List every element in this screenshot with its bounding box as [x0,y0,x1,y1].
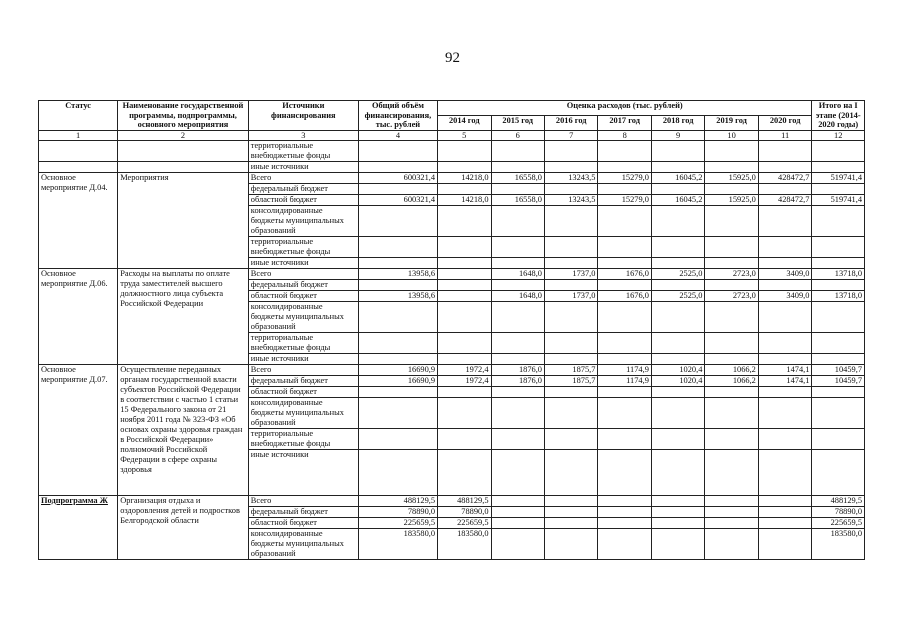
column-index: 1 [39,130,118,140]
value-cell: 1066,2 [705,375,758,386]
value-cell [812,183,865,194]
value-cell: 10459,7 [812,364,865,375]
value-cell [758,449,812,495]
value-cell [758,386,812,397]
source-label: федеральный бюджет [248,506,358,517]
value-cell [598,205,651,236]
value-cell [598,236,651,257]
value-cell [544,397,597,428]
carryover-row [39,140,865,161]
value-cell [358,205,437,236]
value-cell [491,332,544,353]
value-cell: 1876,0 [491,375,544,386]
value-cell [598,386,651,397]
value-cell: 1174,9 [598,364,651,375]
header-year: 2015 год [491,115,544,130]
value-cell [705,183,758,194]
value-cell [438,301,491,332]
column-index: 9 [651,130,704,140]
value-cell: 225659,5 [812,517,865,528]
value-cell: 183580,0 [812,528,865,559]
value-cell [544,449,597,495]
value-cell: 15279,0 [598,194,651,205]
table-row [39,495,865,506]
value-cell: 1474,1 [758,364,812,375]
value-cell [491,279,544,290]
value-cell: 13243,5 [544,194,597,205]
header-stage-total: Итого на I этапе (2014-2020 годы) [812,101,865,131]
table-row [39,172,865,183]
source-label: Всего [248,172,358,183]
value-cell [758,428,812,449]
column-index: 3 [248,130,358,140]
value-cell: 3409,0 [758,268,812,279]
value-cell [438,428,491,449]
header-estimate: Оценка расходов (тыс. рублей) [438,101,812,116]
source-label: областной бюджет [248,290,358,301]
value-cell [758,495,812,506]
value-cell [651,257,704,268]
source-label: федеральный бюджет [248,279,358,290]
value-cell [438,332,491,353]
value-cell [358,301,437,332]
value-cell [758,301,812,332]
value-cell [812,449,865,495]
value-cell [358,386,437,397]
value-cell: 1020,4 [651,375,704,386]
value-cell: 16690,9 [358,375,437,386]
source-label: консолидированные бюджеты муниципальных образований [248,397,358,428]
value-cell: 13243,5 [544,172,597,183]
value-cell [544,183,597,194]
header-name: Наименование государственной программы, подпрограммы, основного мероприятия [118,101,249,131]
value-cell: 3409,0 [758,290,812,301]
value-cell [598,257,651,268]
value-cell [598,528,651,559]
value-cell: 225659,5 [358,517,437,528]
value-cell [491,183,544,194]
source-label: иные источники [248,257,358,268]
table-row [39,364,865,375]
value-cell [598,332,651,353]
value-cell: 15279,0 [598,172,651,183]
block-name: Расходы на выплаты по оплате труда заместителей высшего должностного лица субъекта Российской Федерации [118,268,249,364]
value-cell [598,428,651,449]
column-index: 5 [438,130,491,140]
value-cell [705,386,758,397]
value-cell: 225659,5 [438,517,491,528]
value-cell [491,528,544,559]
value-cell [544,332,597,353]
value-cell [438,236,491,257]
value-cell [544,257,597,268]
column-index: 10 [705,130,758,140]
value-cell: 16558,0 [491,172,544,183]
value-cell [705,449,758,495]
value-cell [651,495,704,506]
value-cell: 1648,0 [491,268,544,279]
value-cell [438,353,491,364]
source-label: иные источники [248,353,358,364]
value-cell: 14218,0 [438,172,491,183]
source-label: Всего [248,495,358,506]
header-year: 2017 год [598,115,651,130]
header-year: 2020 год [758,115,812,130]
value-cell [358,449,437,495]
value-cell: 13958,6 [358,268,437,279]
value-cell: 14218,0 [438,194,491,205]
value-cell [758,517,812,528]
value-cell [438,268,491,279]
value-cell: 519741,4 [812,172,865,183]
value-cell: 16045,2 [651,194,704,205]
value-cell: 1676,0 [598,290,651,301]
value-cell [491,506,544,517]
value-cell [544,528,597,559]
source-label: консолидированные бюджеты муниципальных образований [248,205,358,236]
value-cell: 13958,6 [358,290,437,301]
value-cell [598,449,651,495]
value-cell: 1020,4 [651,364,704,375]
block-status: Основное мероприятие Д.07. [39,364,118,495]
source-label: областной бюджет [248,517,358,528]
value-cell [491,301,544,332]
value-cell [651,506,704,517]
value-cell [598,353,651,364]
value-cell [812,205,865,236]
source-label: Всего [248,268,358,279]
value-cell [438,183,491,194]
value-cell: 16558,0 [491,194,544,205]
value-cell [491,353,544,364]
value-cell: 1972,4 [438,364,491,375]
column-index-row [39,130,865,140]
value-cell [758,257,812,268]
value-cell: 13718,0 [812,290,865,301]
block-name: Мероприятия [118,172,249,268]
value-cell [705,506,758,517]
value-cell: 15925,0 [705,194,758,205]
value-cell [705,495,758,506]
value-cell [598,495,651,506]
source-label: территориальные внебюджетные фонды [248,236,358,257]
value-cell [812,386,865,397]
value-cell [705,517,758,528]
value-cell: 488129,5 [812,495,865,506]
value-cell: 1876,0 [491,364,544,375]
value-cell [598,183,651,194]
value-cell [438,386,491,397]
value-cell [705,236,758,257]
value-cell [812,257,865,268]
source-label: консолидированные бюджеты муниципальных образований [248,528,358,559]
header-total-volume: Общий объём финансирования, тыс. рублей [358,101,437,131]
block-status: Основное мероприятие Д.04. [39,172,118,268]
value-cell [491,236,544,257]
value-cell: 488129,5 [358,495,437,506]
value-cell [438,205,491,236]
value-cell: 600321,4 [358,194,437,205]
value-cell [705,257,758,268]
value-cell: 13718,0 [812,268,865,279]
value-cell [651,205,704,236]
value-cell [651,332,704,353]
column-index: 7 [544,130,597,140]
value-cell [651,301,704,332]
value-cell [651,397,704,428]
value-cell [812,428,865,449]
value-cell [812,236,865,257]
column-index: 2 [118,130,249,140]
value-cell: 1174,9 [598,375,651,386]
value-cell [358,353,437,364]
value-cell [705,279,758,290]
value-cell: 1972,4 [438,375,491,386]
header-year: 2014 год [438,115,491,130]
source-label: иные источники [248,449,358,495]
value-cell [438,397,491,428]
value-cell [438,290,491,301]
value-cell [438,257,491,268]
header-status: Статус [39,101,118,131]
value-cell [651,428,704,449]
value-cell [651,386,704,397]
column-index: 11 [758,130,812,140]
value-cell [758,353,812,364]
value-cell [651,353,704,364]
value-cell [598,397,651,428]
value-cell [758,236,812,257]
value-cell: 2723,0 [705,290,758,301]
value-cell [491,428,544,449]
value-cell [812,279,865,290]
value-cell: 1676,0 [598,268,651,279]
value-cell [651,517,704,528]
value-cell: 2525,0 [651,268,704,279]
value-cell [758,205,812,236]
value-cell [438,279,491,290]
value-cell [544,428,597,449]
value-cell: 2723,0 [705,268,758,279]
value-cell [358,183,437,194]
value-cell [651,279,704,290]
value-cell [491,386,544,397]
header-year: 2019 год [705,115,758,130]
budget-table [38,100,865,560]
value-cell: 1737,0 [544,290,597,301]
value-cell: 78890,0 [812,506,865,517]
value-cell [705,353,758,364]
value-cell [705,301,758,332]
value-cell [758,528,812,559]
value-cell [758,332,812,353]
value-cell [758,279,812,290]
column-index: 4 [358,130,437,140]
value-cell [812,397,865,428]
value-cell [598,301,651,332]
value-cell: 16045,2 [651,172,704,183]
value-cell [651,528,704,559]
value-cell: 78890,0 [358,506,437,517]
source-label: территориальные внебюджетные фонды [248,428,358,449]
value-cell: 428472,7 [758,172,812,183]
source-label: областной бюджет [248,386,358,397]
value-cell [544,205,597,236]
source-label: областной бюджет [248,194,358,205]
value-cell [544,495,597,506]
value-cell [544,279,597,290]
column-index: 8 [598,130,651,140]
value-cell [358,397,437,428]
value-cell: 488129,5 [438,495,491,506]
value-cell: 519741,4 [812,194,865,205]
value-cell [358,236,437,257]
table-row [39,268,865,279]
value-cell: 1066,2 [705,364,758,375]
value-cell [705,528,758,559]
value-cell [758,397,812,428]
value-cell: 428472,7 [758,194,812,205]
value-cell [598,279,651,290]
value-cell: 10459,7 [812,375,865,386]
value-cell [438,449,491,495]
value-cell: 600321,4 [358,172,437,183]
value-cell [358,428,437,449]
value-cell [651,236,704,257]
block-name: Осуществление переданных органам государственной власти субъектов Российской Федерации в соответствии с частью 1 статьи 15 Федерального закона от 21 ноября 2011 года № 323-ФЗ «Об основах охраны здоровья граждан в Российской Федерации» полномочий Российской Федерации в сфере охраны здоровья [118,364,249,495]
value-cell: 2525,0 [651,290,704,301]
source-label: консолидированные бюджеты муниципальных образований [248,301,358,332]
column-index: 6 [491,130,544,140]
carryover-row [39,161,865,172]
value-cell [651,449,704,495]
value-cell [544,517,597,528]
value-cell [491,449,544,495]
page-number: 92 [445,50,460,66]
value-cell [705,332,758,353]
source-label: территориальные внебюджетные фонды [248,332,358,353]
value-cell: 15925,0 [705,172,758,183]
value-cell [544,506,597,517]
value-cell [812,301,865,332]
value-cell [705,205,758,236]
value-cell [491,397,544,428]
value-cell [358,257,437,268]
value-cell [812,332,865,353]
value-cell: 1875,7 [544,375,597,386]
value-cell: 183580,0 [438,528,491,559]
value-cell [651,183,704,194]
value-cell [812,353,865,364]
value-cell [544,236,597,257]
value-cell: 183580,0 [358,528,437,559]
value-cell [491,495,544,506]
value-cell [598,517,651,528]
value-cell [358,332,437,353]
value-cell [491,257,544,268]
value-cell [544,353,597,364]
block-status: Подпрограмма Ж [39,495,118,559]
value-cell: 16690,9 [358,364,437,375]
value-cell: 1474,1 [758,375,812,386]
source-label: территориальные внебюджетные фонды [248,140,358,161]
source-label: иные источники [248,161,358,172]
value-cell: 1875,7 [544,364,597,375]
value-cell: 78890,0 [438,506,491,517]
source-label: федеральный бюджет [248,183,358,194]
block-name: Организация отдыха и оздоровления детей и подростков Белгородской области [118,495,249,559]
value-cell [544,301,597,332]
header-year: 2016 год [544,115,597,130]
value-cell [705,428,758,449]
block-status: Основное мероприятие Д.06. [39,268,118,364]
source-label: федеральный бюджет [248,375,358,386]
header-sources: Источники финансирования [248,101,358,131]
column-index: 12 [812,130,865,140]
value-cell [598,506,651,517]
header-year: 2018 год [651,115,704,130]
value-cell [491,517,544,528]
value-cell: 1648,0 [491,290,544,301]
value-cell [544,386,597,397]
value-cell [358,279,437,290]
source-label: Всего [248,364,358,375]
value-cell [758,183,812,194]
value-cell [705,397,758,428]
value-cell: 1737,0 [544,268,597,279]
value-cell [758,506,812,517]
value-cell [491,205,544,236]
